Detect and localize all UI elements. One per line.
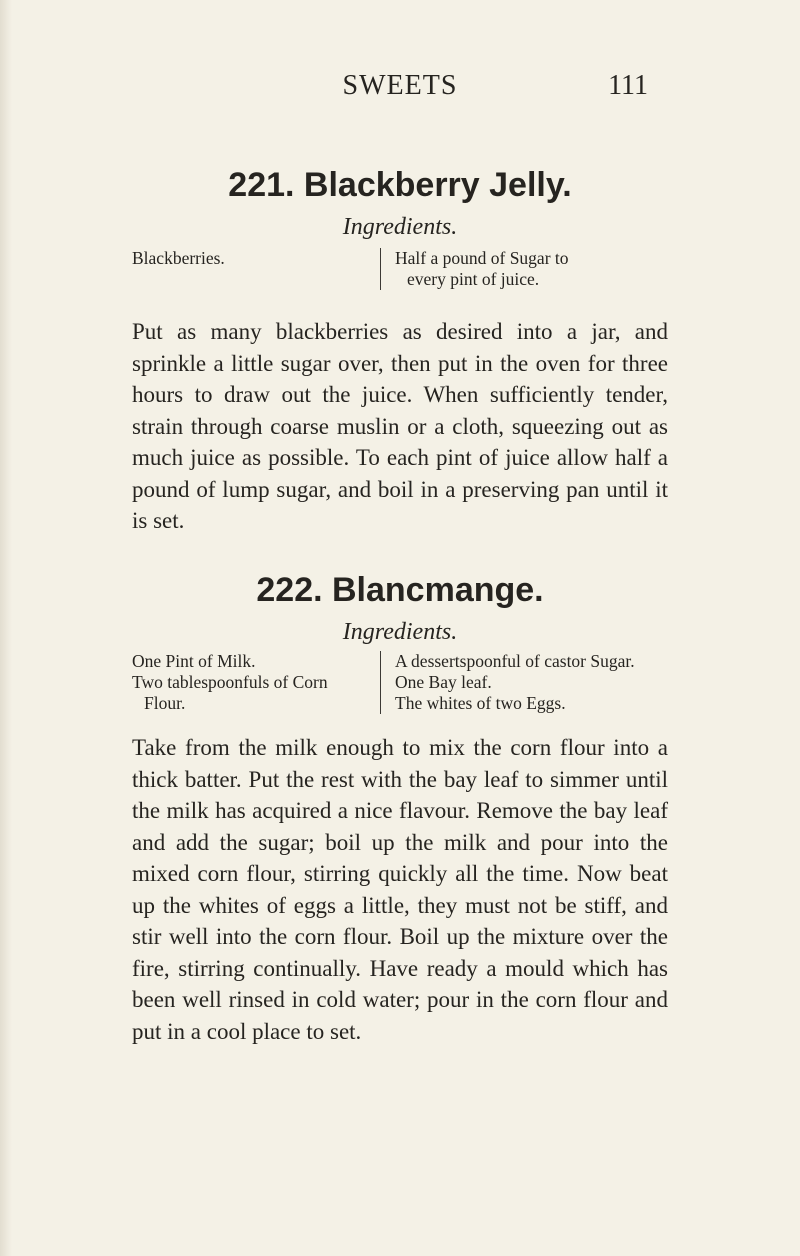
recipe-blackberry-jelly bbox=[0, 162, 800, 560]
running-title: SWEETS bbox=[342, 70, 458, 101]
ingredients-right-column bbox=[380, 248, 662, 290]
ingredient-item: Half a pound of Sugar to bbox=[395, 248, 569, 268]
recipe-title: 221. Blackberry Jelly. bbox=[228, 166, 572, 204]
ingredient-item: Two tablespoonfuls of Corn bbox=[132, 672, 328, 692]
ingredients-table bbox=[132, 651, 662, 714]
recipe-method: Take from the milk enough to mix the corn flour into a thick batter. Put the rest with the bay leaf to simmer until the milk has acquired a nice flavour. Remove the bay leaf and add the sugar; boil up the milk and pour into the mixed corn flour, stirring quickly all the time. Now beat up the whites of eggs a little, they must not be stiff, and stir well into the corn flour. Boil up the mixture over the fire, stirring continually. Have ready a mould which has been well rinsed in cold water; pour in the corn flour and put in a cool place to set. bbox=[132, 735, 668, 1044]
ingredient-item: Blackberries. bbox=[132, 248, 225, 268]
ingredients-heading: Ingredients. bbox=[342, 214, 458, 240]
ingredient-item: The whites of two Eggs. bbox=[395, 693, 566, 713]
ingredients-left-column bbox=[132, 248, 380, 290]
ingredients-right-column bbox=[380, 651, 662, 714]
page-number: 111 bbox=[608, 70, 648, 101]
ingredient-item: A dessertspoonful of castor Sugar. bbox=[395, 651, 635, 671]
ingredient-item: One Pint of Milk. bbox=[132, 651, 256, 671]
ingredient-item-continuation: Flour. bbox=[144, 693, 186, 713]
ingredient-item-continuation: every pint of juice. bbox=[407, 269, 540, 289]
recipe-title: 222. Blancmange. bbox=[256, 571, 544, 609]
ingredients-left-column bbox=[132, 651, 380, 714]
recipe-blancmange bbox=[0, 567, 800, 1070]
recipe-method: Put as many blackberries as desired into a jar, and sprinkle a little sugar over, then put in the oven for three hours to draw out the juice. When sufficiently tender, strain through coarse muslin or a cloth, squeezing out as much juice as possible. To each pint of juice allow half a pound of lump sugar, and boil in a preserving pan until it is set. bbox=[132, 319, 668, 533]
ingredients-table bbox=[132, 248, 662, 290]
running-head bbox=[0, 70, 800, 110]
ingredient-item: One Bay leaf. bbox=[395, 672, 492, 692]
ingredients-heading: Ingredients. bbox=[342, 619, 458, 645]
